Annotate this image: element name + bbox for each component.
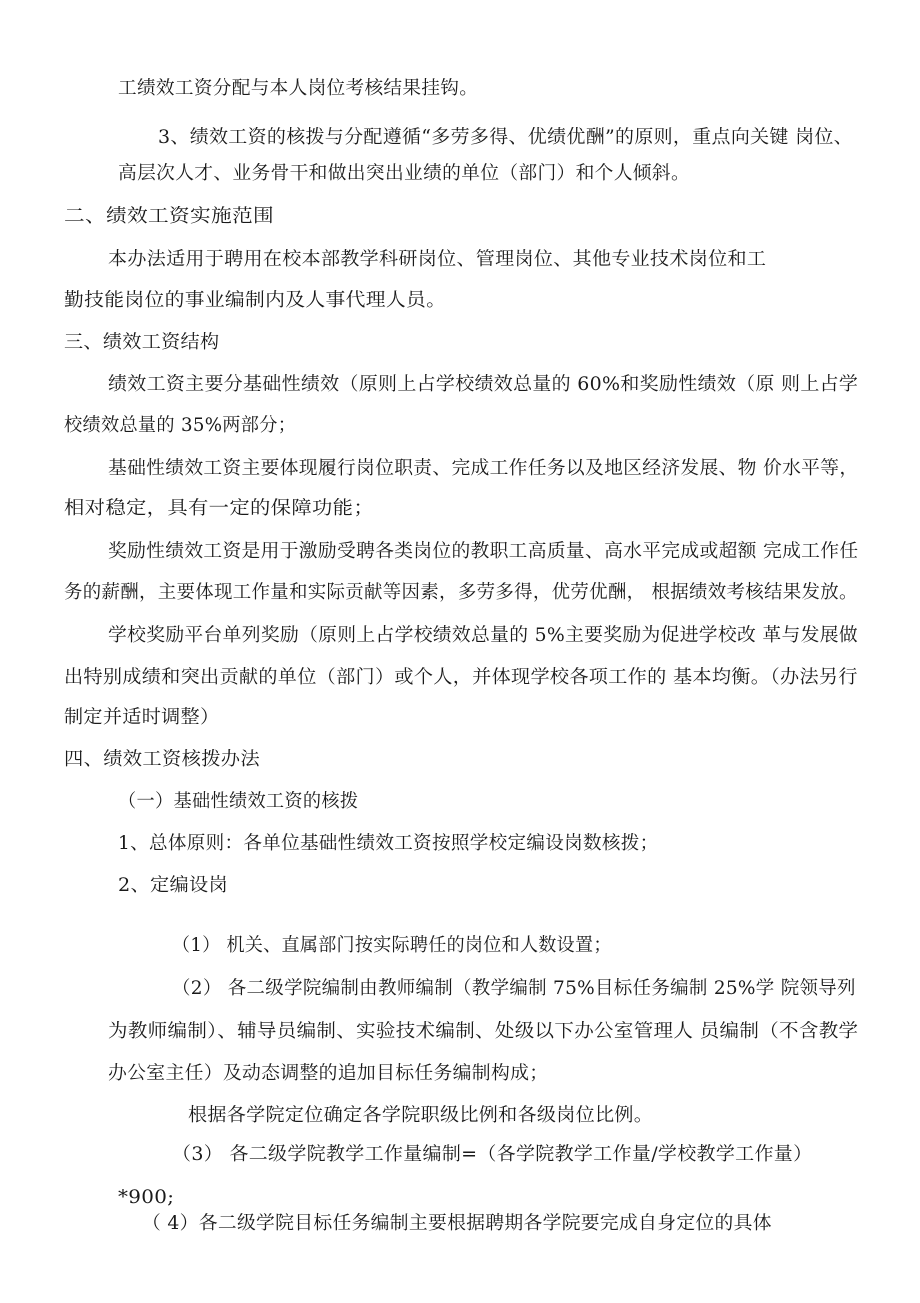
text-line: 3、绩效工资的核拨与分配遵循“多劳多得、优绩优酬”的原则，重点向关键 岗位、 xyxy=(158,127,853,148)
text-line: 基础性绩效工资主要体现履行岗位职责、完成工作任务以及地区经济发展、物 价水平等， xyxy=(108,458,859,479)
text-line: 工绩效工资分配与本人岗位考核结果挂钩。 xyxy=(118,78,479,99)
text-line: 制定并适时调整） xyxy=(64,707,220,728)
text-line: 勤技能岗位的事业编制内及人事代理人员。 xyxy=(64,290,447,311)
text-line: 出特别成绩和突出贡献的单位（部门）或个人，并体现学校各项工作的 基本均衡。（办法另行 xyxy=(64,667,858,688)
text-line: 学校奖励平台单列奖励（原则上占学校绩效总量的 5%主要奖励为促进学校改 革与发展做 xyxy=(108,625,858,646)
text-line: 相对稳定，具有一定的保障功能； xyxy=(64,498,375,519)
text-line: 根据各学院定位确定各学院职级比例和各级岗位比例。 xyxy=(188,1105,654,1126)
text-line: （ 4）各二级学院目标任务编制主要根据聘期各学院要完成自身定位的具体 xyxy=(142,1213,772,1234)
text-line: 高层次人才、业务骨干和做出突出业绩的单位（部门）和个人倾斜。 xyxy=(118,163,691,184)
section-heading: 三、绩效工资结构 xyxy=(64,332,220,353)
text-line: 务的薪酬，主要体现工作量和实际贡献等因素，多劳多得，优劳优酬， 根据绩效考核结果发放。 xyxy=(64,582,858,603)
text-line: （3） 各二级学院教学工作量编制=（各学院教学工作量/学校教学工作量） xyxy=(172,1144,813,1165)
text-line: 本办法适用于聘用在校本部教学科研岗位、管理岗位、其他专业技术岗位和工 xyxy=(108,249,767,270)
text-line: （1） 机关、直属部门按实际聘任的岗位和人数设置； xyxy=(172,935,612,956)
subsection-heading: （一）基础性绩效工资的核拨 xyxy=(118,791,359,812)
text-line: 2、定编设岗 xyxy=(118,875,229,896)
text-line: 办公室主任）及动态调整的追加目标任务编制构成； xyxy=(108,1063,549,1084)
text-line: （2） 各二级学院编制由教师编制（教学编制 75%目标任务编制 25%学 院领导列 xyxy=(172,978,856,999)
section-heading: 二、绩效工资实施范围 xyxy=(64,206,275,227)
section-heading: 四、绩效工资核拨办法 xyxy=(64,749,261,770)
text-line: 为教师编制）、辅导员编制、实验技术编制、处级以下办公室管理人 员编制（不含教学 xyxy=(108,1021,859,1042)
text-line: 奖励性绩效工资是用于激励受聘各类岗位的教职工高质量、高水平完成或超额 完成工作任 xyxy=(108,541,859,562)
text-line: 校绩效总量的 35%两部分； xyxy=(64,415,297,436)
text-line: *900; xyxy=(118,1187,175,1208)
text-line: 1、总体原则：各单位基础性绩效工资按照学校定编设岗数核拨； xyxy=(118,833,659,854)
text-line: 绩效工资主要分基础性绩效（原则上占学校绩效总量的 60%和奖励性绩效（原 则上占学 xyxy=(108,374,859,395)
